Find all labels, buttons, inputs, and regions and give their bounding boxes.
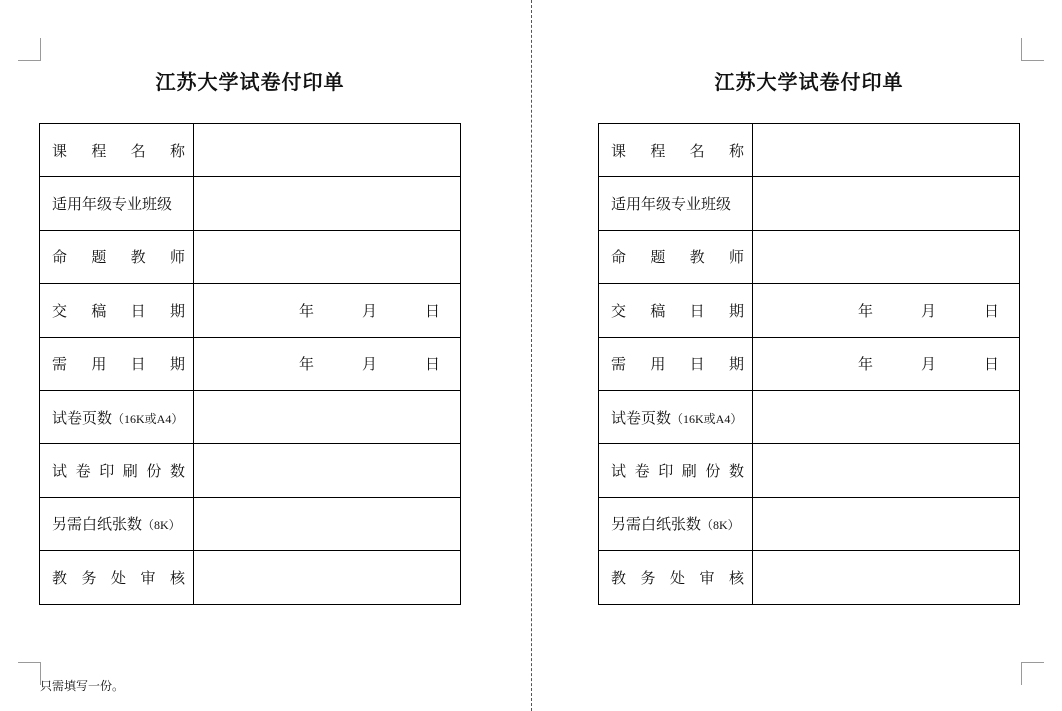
form-table	[39, 123, 461, 605]
label-print-copies: 试 卷 印 刷 份 数	[599, 444, 753, 497]
label-exam-setter: 命 题 教 师	[40, 230, 194, 283]
field-academic-review[interactable]	[753, 551, 1020, 604]
label-exam-setter: 命 题 教 师	[599, 230, 753, 283]
field-needed-date[interactable]: 年 月 日	[194, 337, 461, 390]
label-needed-date: 需 用 日 期	[599, 337, 753, 390]
field-page-count[interactable]	[194, 390, 461, 443]
row-print-copies	[599, 444, 1020, 497]
field-submit-date[interactable]: 年 月 日	[194, 284, 461, 337]
label-course-name: 课 程 名 称	[599, 124, 753, 177]
row-exam-setter	[599, 230, 1020, 283]
label-academic-review: 教 务 处 审 核	[599, 551, 753, 604]
print-form-left	[39, 66, 461, 605]
label-course-name: 课 程 名 称	[40, 124, 194, 177]
label-extra-paper: 另需白纸张数（8K）	[599, 497, 753, 550]
field-print-copies[interactable]	[753, 444, 1020, 497]
field-grade-major-class[interactable]	[194, 177, 461, 230]
row-academic-review	[40, 551, 461, 604]
row-needed-date	[599, 337, 1020, 390]
crop-mark-top-right	[1021, 38, 1044, 61]
label-page-count: 试卷页数（16K或A4）	[599, 390, 753, 443]
row-needed-date	[40, 337, 461, 390]
footnote: 只需填写一份。	[40, 679, 125, 693]
row-grade-major-class	[599, 177, 1020, 230]
field-course-name[interactable]	[753, 124, 1020, 177]
row-grade-major-class	[40, 177, 461, 230]
row-extra-paper	[599, 497, 1020, 550]
field-academic-review[interactable]	[194, 551, 461, 604]
label-extra-paper: 另需白纸张数（8K）	[40, 497, 194, 550]
field-extra-paper[interactable]	[194, 497, 461, 550]
crop-mark-bottom-left	[18, 662, 41, 685]
field-grade-major-class[interactable]	[753, 177, 1020, 230]
field-print-copies[interactable]	[194, 444, 461, 497]
field-needed-date[interactable]: 年 月 日	[753, 337, 1020, 390]
form-table	[598, 123, 1020, 605]
row-submit-date	[599, 284, 1020, 337]
field-submit-date[interactable]: 年 月 日	[753, 284, 1020, 337]
row-page-count	[599, 390, 1020, 443]
row-exam-setter	[40, 230, 461, 283]
label-submit-date: 交 稿 日 期	[40, 284, 194, 337]
label-print-copies: 试 卷 印 刷 份 数	[40, 444, 194, 497]
row-course-name	[599, 124, 1020, 177]
field-exam-setter[interactable]	[753, 230, 1020, 283]
row-submit-date	[40, 284, 461, 337]
row-course-name	[40, 124, 461, 177]
field-page-count[interactable]	[753, 390, 1020, 443]
crop-mark-bottom-right	[1021, 662, 1044, 685]
field-course-name[interactable]	[194, 124, 461, 177]
print-form-right	[598, 66, 1020, 605]
row-academic-review	[599, 551, 1020, 604]
label-academic-review: 教 务 处 审 核	[40, 551, 194, 604]
row-page-count	[40, 390, 461, 443]
crop-mark-top-left	[18, 38, 41, 61]
label-grade-major-class: 适用年级专业班级	[599, 177, 753, 230]
label-grade-major-class: 适用年级专业班级	[40, 177, 194, 230]
field-extra-paper[interactable]	[753, 497, 1020, 550]
field-exam-setter[interactable]	[194, 230, 461, 283]
label-page-count: 试卷页数（16K或A4）	[40, 390, 194, 443]
form-title: 江苏大学试卷付印单	[714, 70, 904, 94]
row-extra-paper	[40, 497, 461, 550]
label-submit-date: 交 稿 日 期	[599, 284, 753, 337]
cut-line	[531, 0, 532, 711]
label-needed-date: 需 用 日 期	[40, 337, 194, 390]
form-title: 江苏大学试卷付印单	[155, 70, 345, 94]
row-print-copies	[40, 444, 461, 497]
